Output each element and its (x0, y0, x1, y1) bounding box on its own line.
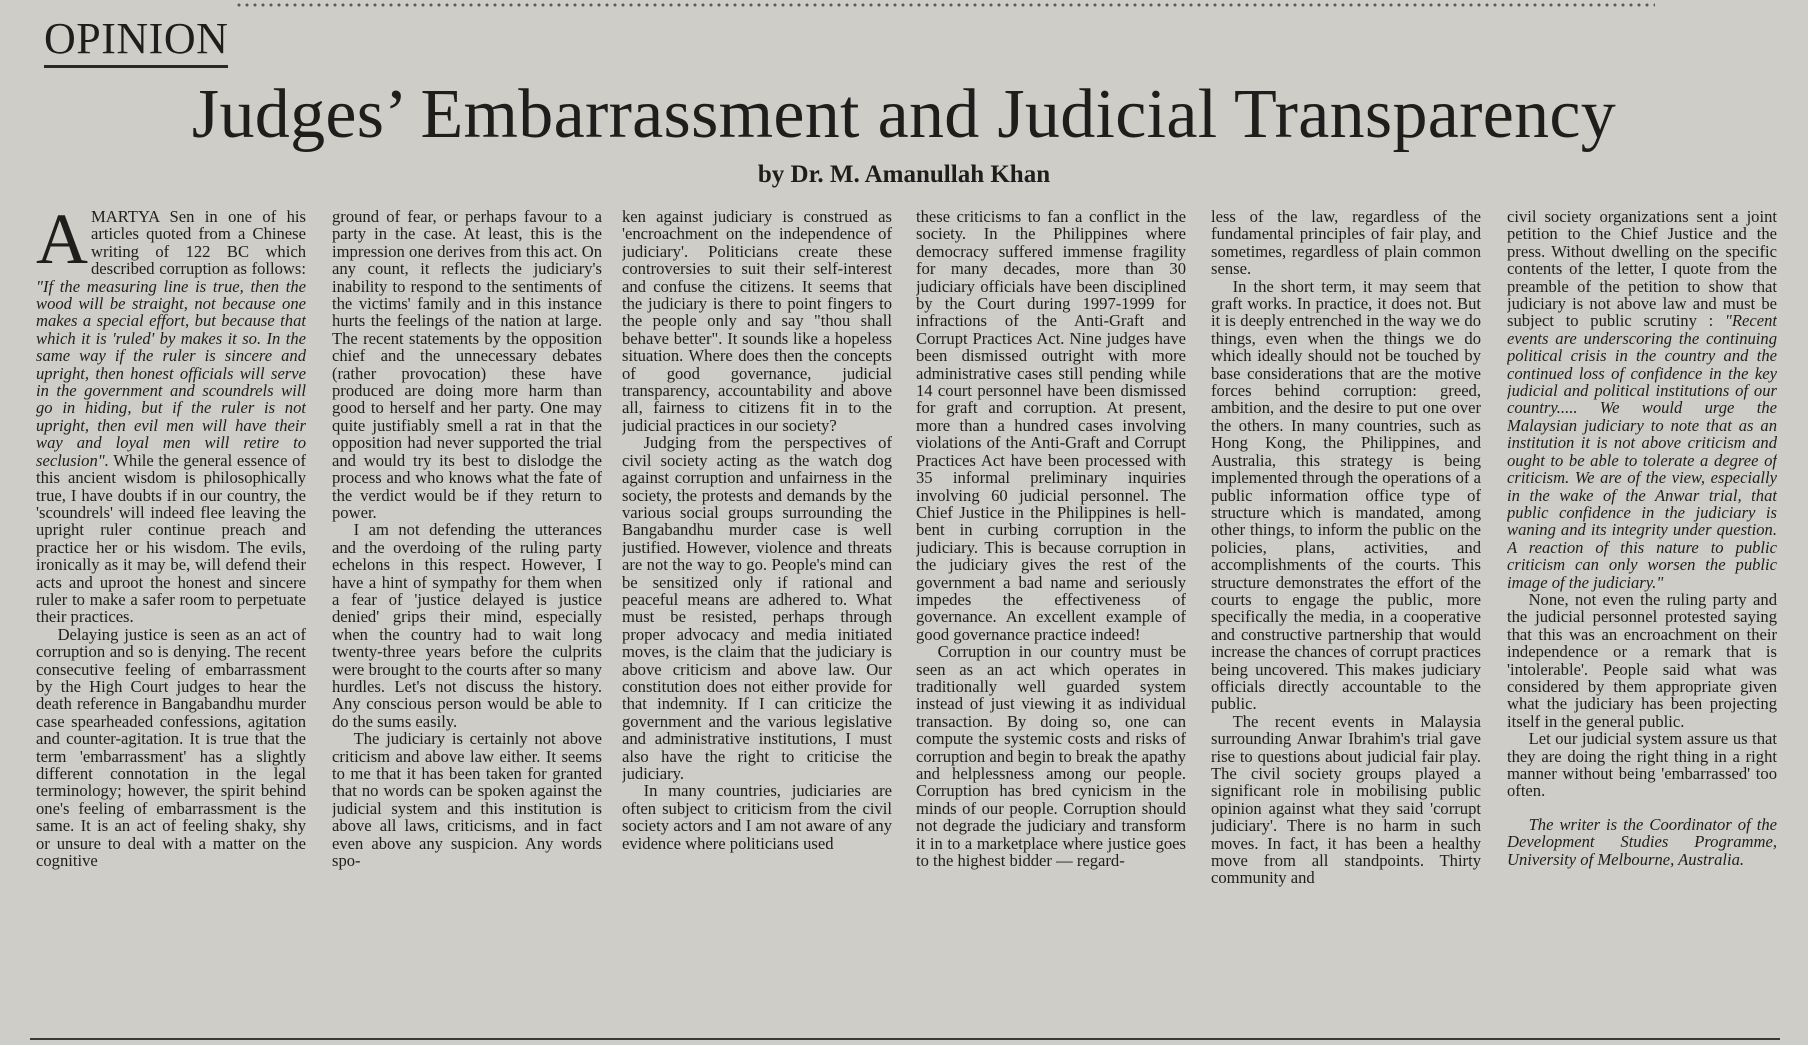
paragraph: I am not defending the utterances and the overdoing of the ruling party echelons in this respect. However, I have a hint of sympathy for them when a fear of 'justice delayed is justice denied' grips their mind, especially when the country had to wait long twenty-three years before the culprits were brought to the courts after so many hurdles. Let's not discuss the history. Any conscious person would be able to do the sums easily. (332, 520, 602, 731)
paragraph: The recent events in Malaysia surrounding Anwar Ibrahim's trial gave rise to questions about judicial fair play. The civil society groups played a significant role in mobilising public opinion against what they said 'corrupt judiciary'. There is no harm in such moves. In fact, it has been a healthy move from all standpoints. Thirty community and (1211, 711, 1481, 888)
column-1 (36, 208, 306, 1024)
column-2 (332, 208, 602, 1024)
paragraph: The judiciary is certainly not above criticism and above law either. It seems to me that it has been taken for granted that no words can be spoken against the judicial system and this institution is above all laws, criticisms, and in fact even above any suspicion. Any words spo- (332, 729, 602, 871)
paragraph: None, not even the ruling party and the judicial personnel protested saying that this was an encroachment on their independence or a remark that is 'intolerable'. People said what was considered by them appropriate given what the judiciary has been projecting itself in the general public. (1507, 589, 1777, 731)
column-4 (916, 208, 1186, 1024)
paragraph: Judging from the perspectives of civil society acting as the watch dog against corruption and unfairness in the society, the protests and demands by the various social groups surrounding the Bangabandhu murder case is well justified. However, violence and threats are not the way to go. People's mind can be sensitized only if rational and peaceful means are adhered to. What must be resisted, perhaps through proper advocacy and media initiated moves, is the claim that the judiciary is above criticism and above law. Our constitution does not either provide for that indemnity. If I can criticize the government and the various legislative and administrative institutions, I must also have the right to criticise the judiciary. (622, 433, 892, 783)
column-3 (622, 208, 892, 1024)
bottom-rule (30, 1038, 1780, 1040)
chinese-quote: "If the measuring line is true, then the wood will be straight, not because one makes a special effort, but because that which it is 'ruled' by makes it so. In the same way if the ruler is sincere and upright, then honest officials will serve in the government and scoundrels will go in hiding, but if the ruler is not upright, then evil men will have their way and loyal men will retire to seclusion". (36, 276, 306, 470)
column-5 (1211, 208, 1481, 1024)
paragraph: In the short term, it may seem that graft works. In practice, it does not. But it is deeply entrenched in the way we do things, even when the things we do which ideally should not be touched by base considerations that are the motive forces behind corruption: greed, ambition, and the desire to put one over the others. In many countries, such as Hong Kong, the Philippines, and Australia, this strategy is being implemented through the operations of a public information office type of structure which is mandated, among other things, to inform the public on the policies, plans, activities, and accomplishments of the courts. This structure demonstrates the effort of the courts to engage the public, more specifically the media, in a cooperative and constructive partnership that would increase the chances of corrupt practices being uncovered. This makes judiciary officials directly accountable to the public. (1211, 276, 1481, 714)
paragraph (1507, 208, 1777, 591)
paragraph-text: While the general essence of this ancient wisdom is philosophically true, I have doubts if in our country, the 'scoundrels' will indeed flee leaving the upright ruler continue preach and practice her or his wisdom. The evils, ironically as it may be, will defend their acts and uproot the honest and sincere ruler to make a safer room to perpetuate their practices. (36, 450, 306, 627)
paragraph: these criticisms to fan a conflict in the society. In the Philippines where democracy suffered immense fragility for many decades, more than 30 judiciary officials have been disciplined by the Court during 1997-1999 for infractions of the Anti-Graft and Corrupt Practices Act. Nine judges have been dismissed outright with more administrative cases still pending while 14 court personnel have been dismissed for graft and corruption. At present, more than a hundred cases involving violations of the Anti-Graft and Corrupt Practices Act have been processed with 35 informal preliminary inquiries involving 60 judicial personnel. The Chief Justice in the Philippines is hell-bent in curbing corruption in the judiciary. This is because corruption in the judiciary gives the rest of the government a bad name and seriously impedes the effectiveness of governance. An excellent example of good governance practice indeed! (916, 208, 1186, 644)
headline: Judges’ Embarrassment and Judicial Transparency (191, 76, 1617, 153)
petition-quote: "Recent events are underscoring the continuing political crisis in the country and the continued loss of confidence in the key judicial and political institutions of our country..... We would urge the Malaysian judiciary to note that as an institution it is not above criticism and ought to be able to tolerate a degree of criticism. We are of the view, especially in the wake of the Anwar trial, that public confidence in the judiciary is waning and its integrity under question. A reaction of this nature to public criticism can only worsen the public image of the judiciary." (1507, 311, 1777, 592)
dotted-border (235, 0, 1655, 10)
paragraph: Corruption in our country must be seen as an act which operates in traditionally well guarded system instead of just viewing it as individual transaction. By doing so, one can compute the systemic costs and risks of corruption and begin to break the apathy and helplessness among our people. Corruption has bred cynicism in the minds of our people. Corruption should not degrade the judiciary and transform it in to a marketplace where justice goes to the highest bidder — regard- (916, 642, 1186, 871)
column-6 (1507, 208, 1777, 1024)
article-body (36, 208, 1781, 1024)
paragraph: ground of fear, or perhaps favour to a party in the case. At least, this is the impression one derives from this act. On any count, it reflects the judiciary's inability to respond to the sentiments of the victims' family and in this instance hurts the feelings of the nation at large. The recent statements by the opposition chief and the unnecessary debates (rather provocation) these have produced are doing more harm than good to herself and her party. One may quite justifiably smell a rat in that the opposition had never supported the trial and would try its best to dislodge the process and who knows what the fate of the verdict would be if they return to power. (332, 208, 602, 522)
paragraph-text: civil society organizations sent a joint petition to the Chief Justice and the press. Without dwelling on the specific contents of the letter, I quote from the preamble of the petition to show that judiciary is not above law and must be subject to public scrutiny : (1507, 208, 1777, 331)
byline: by Dr. M. Amanullah Khan (757, 161, 1051, 188)
paragraph: ken against judiciary is construed as 'encroachment on the independence of judiciary'. Politicians create these controversies to suit their self-interest and confuse the citizens. It seems that the judiciary is there to point fingers to the people only and say "thou shall behave better". It sounds like a hopeless situation. Where does then the concepts of good governance, judicial transparency, accountability and above all, fairness to citizens fit in to the judicial practices in our society? (622, 208, 892, 435)
drop-cap: A (36, 208, 88, 279)
author-credit-text: The writer is the Coordinator of the Development Studies Programme, University of Melbourne, Australia. (1507, 814, 1777, 869)
paragraph (36, 208, 306, 626)
author-credit (1507, 816, 1777, 868)
paragraph: Delaying justice is seen as an act of corruption and so is denying. The recent consecutive feeling of embarrassment by the High Court judges to hear the death reference in Bangabandhu murder case spearheaded confessions, agitation and counter-agitation. It is true that the term 'embarrassment' has a slightly different connotation in the legal terminology; however, the spirit behind one's feeling of embarrassment is the same. It is an act of feeling shaky, shy or unsure to deal with a matter on the cognitive (36, 624, 306, 871)
section-label: OPINION (44, 14, 228, 68)
paragraph-text: MARTYA Sen in one of his articles quoted from a Chinese writing of 122 BC which described corruption as follows: (91, 208, 306, 279)
paragraph: In many countries, judiciaries are often subject to criticism from the civil society actors and I am not aware of any evidence where politicians used (622, 781, 892, 853)
paragraph: Let our judicial system assure us that they are doing the right thing in a right manner without being 'embarrassed' too often. (1507, 729, 1777, 801)
paragraph: less of the law, regardless of the fundamental principles of fair play, and sometimes, regardless of plain common sense. (1211, 208, 1481, 279)
